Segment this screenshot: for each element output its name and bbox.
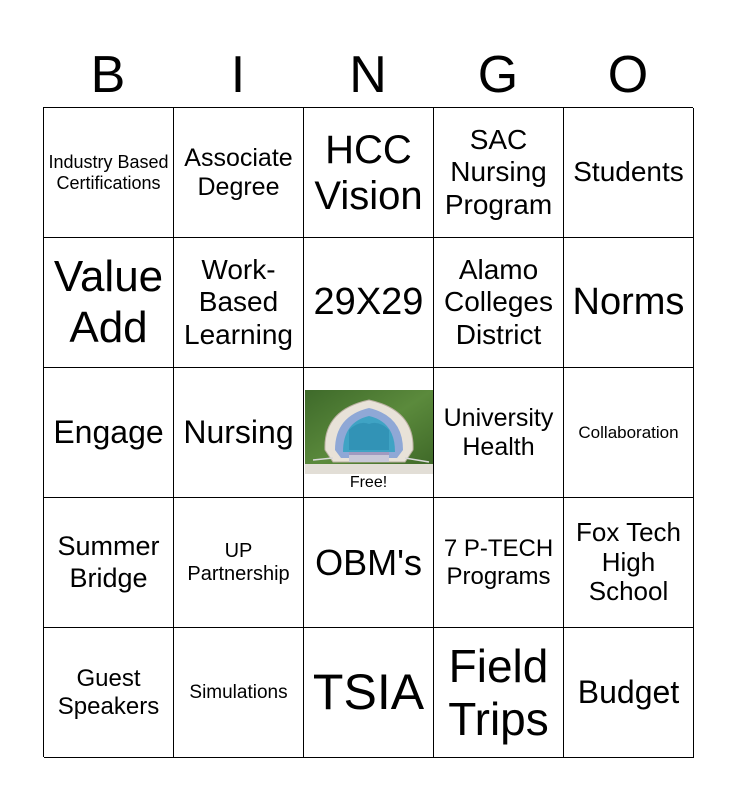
cell-text: Industry Based Certifications <box>48 151 169 193</box>
bingo-cell[interactable] <box>434 238 564 368</box>
cell-text: Engage <box>53 414 164 451</box>
bingo-cell[interactable] <box>174 628 304 758</box>
bingo-cell[interactable] <box>44 628 174 758</box>
cell-text: Work-Based Learning <box>184 254 293 350</box>
cell-text: Simulations <box>189 681 288 703</box>
cell-text: Alamo Colleges District <box>444 254 553 350</box>
cell-text: Budget <box>577 674 680 711</box>
bingo-cell[interactable] <box>304 498 434 628</box>
bingo-cell[interactable] <box>174 368 304 498</box>
bingo-cell[interactable] <box>564 628 694 758</box>
cell-text: Guest Speakers <box>57 664 160 720</box>
cell-text: SAC Nursing Program <box>444 124 553 220</box>
bingo-cell[interactable] <box>44 238 174 368</box>
bingo-cell[interactable] <box>304 238 434 368</box>
header-letter-b: B <box>90 46 126 104</box>
bingo-cell[interactable] <box>44 108 174 238</box>
bingo-cell[interactable] <box>174 498 304 628</box>
cell-text: Field Trips <box>448 639 549 745</box>
free-space-label: Free! <box>349 474 388 491</box>
cell-text: HCC Vision <box>314 127 423 218</box>
cell-text: Summer Bridge <box>57 531 160 593</box>
cell-text: UP Partnership <box>187 539 290 585</box>
header-letter-i: I <box>230 46 246 104</box>
bingo-cell[interactable] <box>434 108 564 238</box>
cell-text: OBM's <box>315 541 422 583</box>
free-space-cell[interactable] <box>304 368 434 498</box>
cell-text: Value Add <box>53 251 164 352</box>
bingo-cell[interactable] <box>304 628 434 758</box>
cell-text: Norms <box>572 280 685 323</box>
bingo-cell[interactable] <box>434 498 564 628</box>
cell-text: Collaboration <box>578 422 679 442</box>
bingo-cell[interactable] <box>174 238 304 368</box>
cell-text: 7 P-TECH Programs <box>443 534 554 590</box>
cell-text: Fox Tech High School <box>575 516 681 607</box>
bingo-cell[interactable] <box>564 498 694 628</box>
cell-text: TSIA <box>312 663 425 720</box>
bingo-cell[interactable] <box>174 108 304 238</box>
header-letter-g: G <box>477 46 519 104</box>
cell-text: University Health <box>443 403 554 461</box>
bingo-cell[interactable] <box>44 368 174 498</box>
bingo-cell[interactable] <box>564 238 694 368</box>
bingo-cell[interactable] <box>304 108 434 238</box>
free-space-logo-icon <box>305 390 433 474</box>
bingo-header <box>43 44 693 106</box>
header-letter-n: N <box>349 46 387 104</box>
cell-text: Nursing <box>183 414 294 451</box>
bingo-cell[interactable] <box>434 368 564 498</box>
cell-text: Students <box>573 156 684 188</box>
bingo-cell[interactable] <box>434 628 564 758</box>
header-letter-o: O <box>607 46 649 104</box>
cell-text: Associate Degree <box>184 143 293 201</box>
bingo-cell[interactable] <box>564 108 694 238</box>
bingo-cell[interactable] <box>564 368 694 498</box>
bingo-grid <box>43 107 693 757</box>
bingo-cell[interactable] <box>44 498 174 628</box>
cell-text: 29X29 <box>313 280 424 323</box>
